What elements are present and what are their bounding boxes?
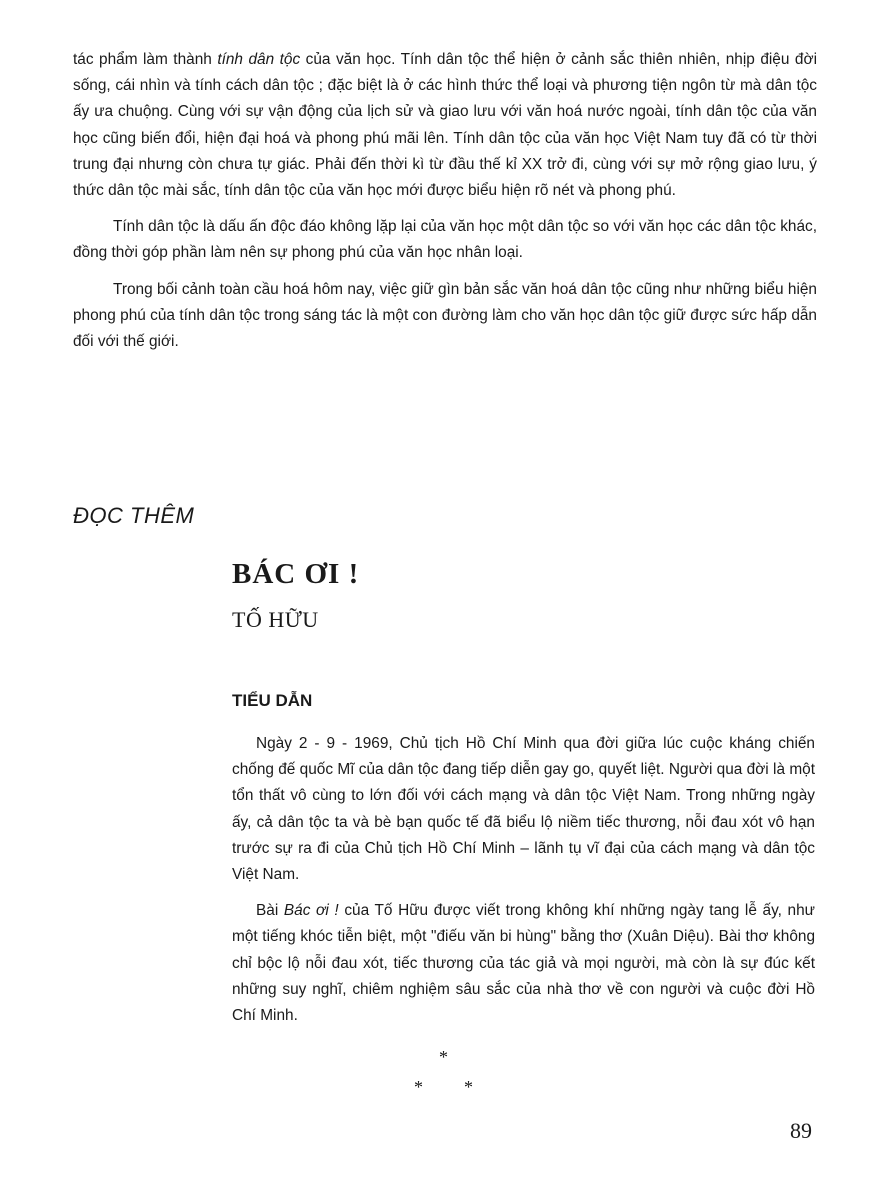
- section-label: ĐỌC THÊM: [73, 503, 195, 528]
- tieu-dan-text-span: của Tố Hữu được viết trong không khí những ngày tang lễ ấy, như một tiếng khóc tiễn biệt, một "điếu văn bi hùng" bằng thơ (Xuân Diệu). Bài thơ không chỉ bộc lộ nỗi đau xót, tiếc thương của tác giả và mọi người, mà còn là sự đúc kết những suy nghĩ, chiêm nghiệm sâu sắc của nhà thơ về con người và cuộc đời Hồ Chí Minh.: [232, 902, 815, 1025]
- poem-title: BÁC ƠI !: [232, 558, 360, 590]
- intro-paragraph-2: Tính dân tộc là dấu ấn độc đáo không lặp lại của văn học một dân tộc so với văn học các dân tộc khác, đồng thời góp phần làm nên sự phong phú của văn học nhân loại.: [73, 218, 817, 262]
- separator-star: *: [464, 1077, 473, 1097]
- tieu-dan-paragraph-2: [232, 898, 815, 1029]
- separator-star: *: [439, 1047, 448, 1067]
- separator-star: *: [414, 1077, 423, 1097]
- page-number: 89: [790, 1118, 812, 1143]
- tieu-dan-paragraph-1: Ngày 2 - 9 - 1969, Chủ tịch Hồ Chí Minh qua đời giữa lúc cuộc kháng chiến chống đế quốc Mĩ của dân tộc đang tiếp diễn gay go, quyết liệt. Người qua đời là một tổn thất vô cùng to lớn đối với cách mạng và dân tộc Việt Nam. Trong những ngày ấy, cả dân tộc ta và bè bạn quốc tế đã biểu lộ niềm tiếc thương, nỗi đau xót vô hạn trước sự ra đi của Chủ tịch Hồ Chí Minh – lãnh tụ vĩ đại của cách mạng và dân tộc Việt Nam.: [232, 735, 815, 884]
- intro-text-span: tác phẩm làm thành: [73, 51, 218, 68]
- intro-emphasis: tính dân tộc: [217, 51, 301, 68]
- tieu-dan-text-span: Bài: [256, 902, 284, 920]
- intro-text: [73, 47, 817, 365]
- tieu-dan-emphasis: Bác ơi !: [283, 902, 339, 920]
- intro-paragraph-3: Trong bối cảnh toàn cầu hoá hôm nay, việc giữ gìn bản sắc văn hoá dân tộc cũng như những biểu hiện phong phú của tính dân tộc trong sáng tác là một con đường làm cho văn học dân tộc giữ được sức hấp dẫn đối với thế giới.: [73, 280, 817, 351]
- tieu-dan-heading: TIỂU DẪN: [232, 691, 313, 710]
- intro-paragraph-1: [73, 47, 817, 204]
- tieu-dan-body: [232, 731, 815, 1039]
- intro-text-span: của văn học. Tính dân tộc thể hiện ở cảnh sắc thiên nhiên, nhịp điệu đời sống, cái nhìn và tính cách dân tộc ; đặc biệt là ở các hình thức thể loại và phương tiện ngôn từ mà dân tộc ấy ưa chuộng. Cùng với sự vận động của lịch sử và giao lưu với văn hoá nước ngoài, tính dân tộc của văn học cũng biến đổi, hiện đại hoá và phong phú mãi lên. Tính dân tộc của văn học Việt Nam tuy đã có từ thời trung đại nhưng còn chưa tự giác. Phải đến thời kì từ đầu thế kỉ XX trở đi, cùng với sự mở rộng giao lưu, ý thức dân tộc mài sắc, tính dân tộc của văn học mới được biểu hiện rõ nét và phong phú.: [73, 51, 817, 200]
- poem-author: TỐ HỮU: [232, 607, 319, 632]
